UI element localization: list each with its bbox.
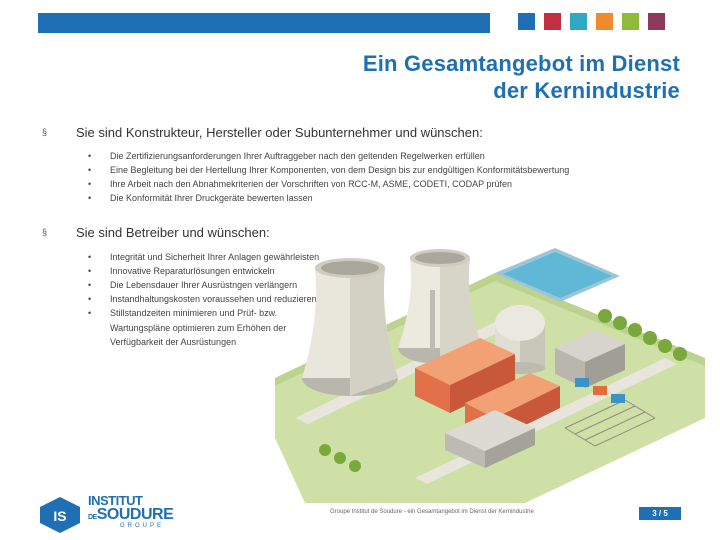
color-squares: [518, 13, 665, 30]
color-square: [518, 13, 535, 30]
section-marker: §: [42, 127, 48, 137]
color-square: [622, 13, 639, 30]
header-bar: [38, 13, 490, 33]
bullet: •: [88, 308, 92, 318]
color-square: [648, 13, 665, 30]
footer-text: Groupe Institut de Soudure - ein Gesamtangebot im Dienst der Kernindustrie: [330, 509, 534, 515]
institut-soudure-logo-icon: [38, 497, 82, 533]
section-heading-text: Sie sind Betreiber und wünschen:: [76, 225, 270, 240]
bullet: •: [88, 280, 92, 290]
svg-text:IS: IS: [53, 508, 67, 524]
bullet: •: [88, 179, 92, 189]
logo-text-institut: INSTITUT: [88, 493, 143, 508]
bullet: •: [88, 165, 92, 175]
section-heading-text: Sie sind Konstrukteur, Hersteller oder Subunternehmer und wünschen:: [76, 125, 483, 140]
slide-title: [363, 50, 680, 104]
title-line-2: der Kernindustrie: [493, 78, 680, 103]
bullet: •: [88, 266, 92, 276]
logo-text-groupe: GROUPE: [120, 523, 165, 529]
bullet: •: [88, 193, 92, 203]
color-square: [544, 13, 561, 30]
section-marker: §: [42, 227, 48, 237]
bullet: •: [88, 294, 92, 304]
title-line-1: Ein Gesamtangebot im Dienst: [362, 51, 680, 76]
logo-text-soudure: DESOUDURE: [88, 506, 174, 523]
nuclear-plant-illustration: [265, 228, 705, 503]
page-number-badge: 3 / 5: [639, 507, 681, 520]
bullet: •: [88, 151, 92, 161]
color-square: [570, 13, 587, 30]
color-square: [596, 13, 613, 30]
bullet: •: [88, 252, 92, 262]
